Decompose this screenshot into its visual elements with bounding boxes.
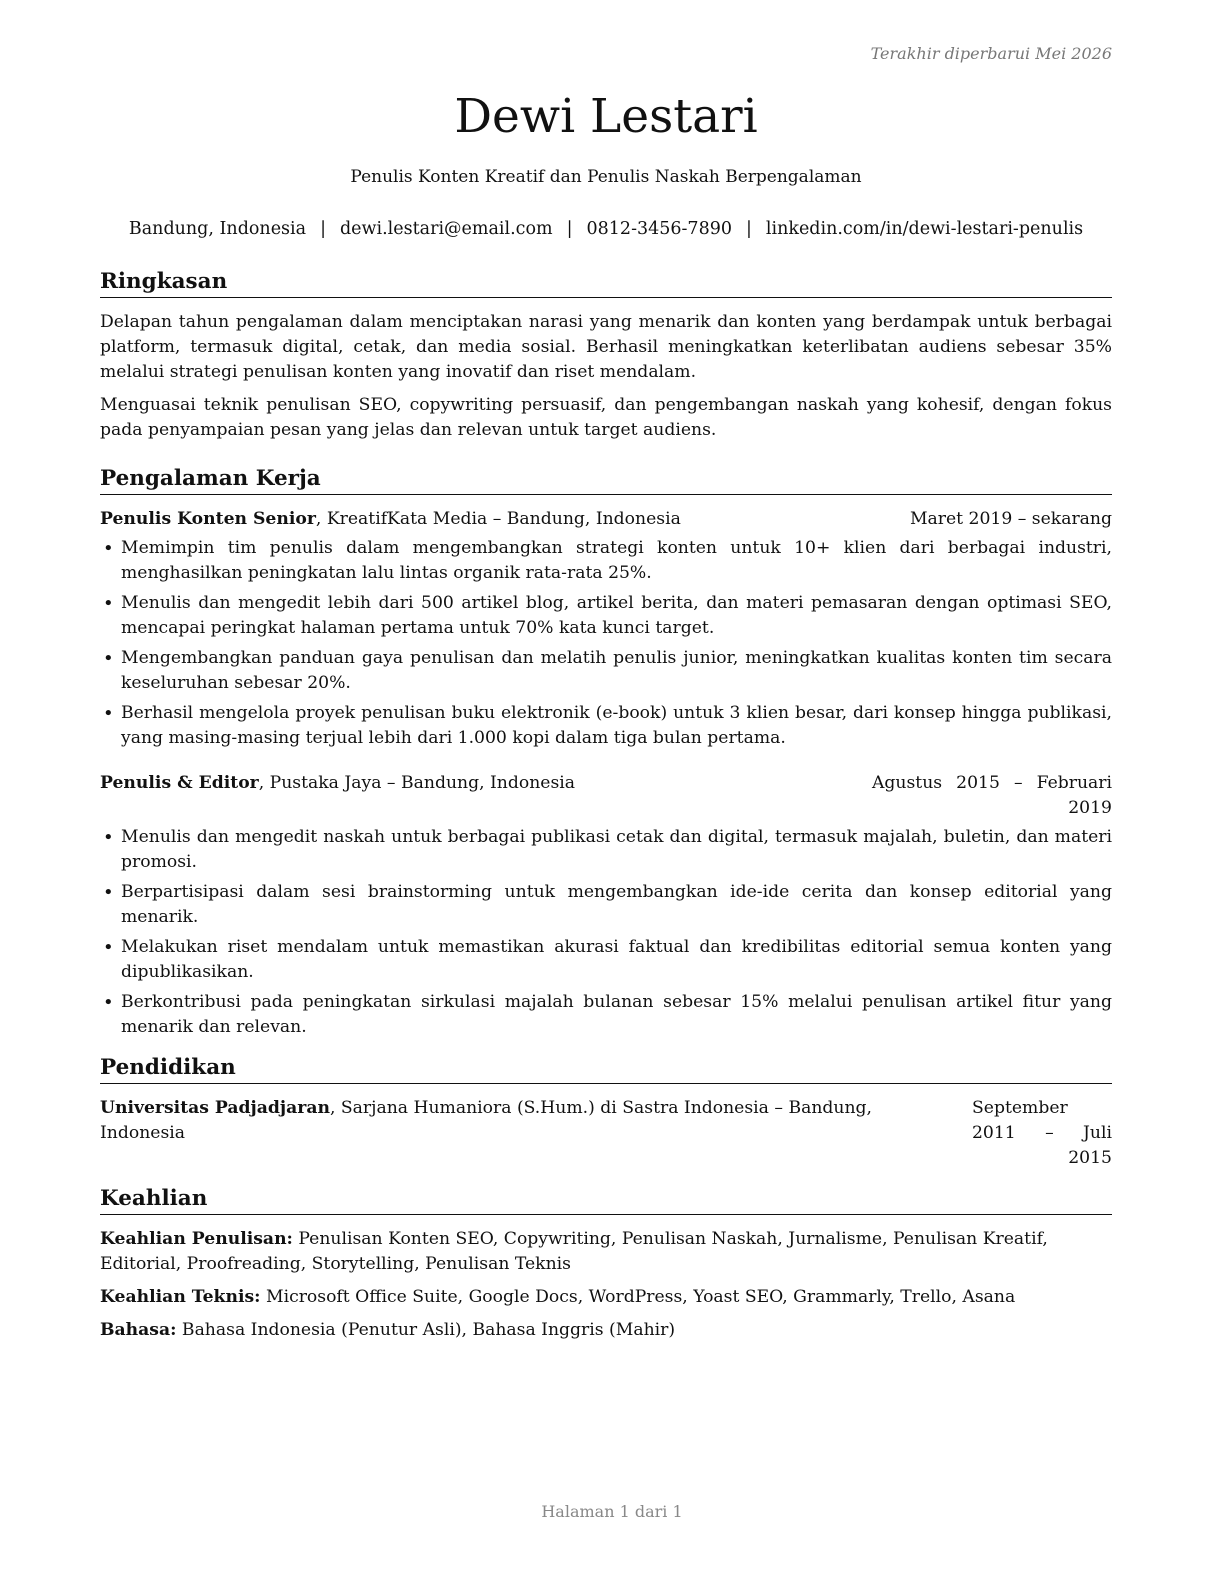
contact-separator: | (745, 219, 752, 239)
skill-value: Microsoft Office Suite, Google Docs, WordPress, Yoast SEO, Grammarly, Trello, Asana (260, 1287, 1016, 1307)
contact-phone: 0812-3456-7890 (586, 219, 732, 239)
resume-body (100, 268, 1112, 1351)
job-bullet: • Berkontribusi pada peningkatan sirkulasi majalah bulanan sebesar 15% melalui penulisan artikel fitur yang menarik dan relevan. (100, 990, 1112, 1040)
summary-paragraph: Menguasai teknik penulisan SEO, copywriting persuasif, dan pengembangan naskah yang kohesif, dengan fokus pada penyampaian pesan yang jelas dan relevan untuk target audiens. (100, 395, 1112, 440)
contact-location: Bandung, Indonesia (128, 219, 307, 239)
summary-paragraph: Delapan tahun pengalaman dalam menciptakan narasi yang menarik dan konten yang berdampak untuk berbagai platform, termasuk digital, cetak, dan media sosial. Berhasil meningkatkan keterlibatan audiens sebesar 35% melalui strategi penulisan konten yang inovatif dan riset mendalam. (100, 312, 1112, 382)
contact-separator: | (566, 219, 573, 239)
skill-value: Bahasa Indonesia (Penutur Asli), Bahasa Inggris (Mahir) (176, 1320, 676, 1340)
job-bullets (100, 536, 1112, 751)
skill-label: Keahlian Penulisan: (100, 1229, 293, 1249)
skill-line (100, 1318, 1112, 1343)
job-role: Penulis Konten Senior (100, 509, 316, 529)
education-entry (100, 1096, 1112, 1171)
job-bullet: • Mengembangkan panduan gaya penulisan dan melatih penulis junior, meningkatkan kualitas konten tim secara keseluruhan sebesar 20%. (100, 646, 1112, 696)
job-bullet: • Melakukan riset mendalam untuk memastikan akurasi faktual dan kredibilitas editorial semua konten yang dipublikasikan. (100, 935, 1112, 985)
skill-value: Penulisan Konten SEO, Copywriting, Penulisan Naskah, Jurnalisme, Penulisan Kreatif, Editorial, Proofreading, Storytelling, Penulisan Teknis (100, 1229, 1048, 1274)
contact-linkedin: linkedin.com/in/dewi-lestari-penulis (765, 219, 1084, 239)
school-name: Universitas Padjadjaran (100, 1098, 330, 1118)
education-details (100, 1096, 872, 1146)
job-organization: , Pustaka Jaya – Bandung, Indonesia (258, 773, 576, 793)
skill-line (100, 1227, 1112, 1277)
skills-heading: Keahlian (100, 1185, 1112, 1215)
skill-line (100, 1285, 1112, 1310)
job-role: Penulis & Editor (100, 773, 259, 793)
page-number-footer: Halaman 1 dari 1 (541, 1502, 683, 1521)
job-bullets (100, 825, 1112, 1040)
job-bullet: • Berhasil mengelola proyek penulisan buku elektronik (e-book) untuk 3 klien besar, dari konsep hingga publikasi, yang masing-masing terjual lebih dari 1.000 kopi dalam tiga bulan pertama. (100, 701, 1112, 751)
education-dates: September 2011 – Juli 2015 (972, 1098, 1112, 1168)
job-header (100, 771, 1112, 821)
job-organization: , KreatifKata Media – Bandung, Indonesia (315, 509, 681, 529)
resume-page (100, 0, 1112, 1584)
skill-label: Keahlian Teknis: (100, 1287, 261, 1307)
education-heading: Pendidikan (100, 1054, 1112, 1084)
job-bullet: • Menulis dan mengedit naskah untuk berbagai publikasi cetak dan digital, termasuk majalah, buletin, dan materi promosi. (100, 825, 1112, 875)
summary-heading: Ringkasan (100, 268, 1112, 298)
professional-headline: Penulis Konten Kreatif dan Penulis Naskah Berpengalaman (350, 167, 862, 187)
experience-heading: Pengalaman Kerja (100, 465, 1112, 495)
job-header (100, 507, 1112, 532)
degree-info: , Sarjana Humaniora (S.Hum.) di Sastra Indonesia – Bandung, Indonesia (100, 1098, 872, 1143)
job-title-line (100, 507, 910, 532)
contact-email: dewi.lestari@email.com (339, 219, 553, 239)
job-dates: Maret 2019 – sekarang (909, 509, 1112, 529)
job-dates: Agustus 2015 – Februari 2019 (872, 773, 1112, 818)
last-updated-note: Terakhir diperbarui Mei 2026 (870, 44, 1112, 63)
job-bullet: • Memimpin tim penulis dalam mengembangkan strategi konten untuk 10+ klien dari berbagai industri, menghasilkan peningkatan lalu lintas organik rata-rata 25%. (100, 536, 1112, 586)
job-bullet: • Berpartisipasi dalam sesi brainstorming untuk mengembangkan ide-ide cerita dan konsep editorial yang menarik. (100, 880, 1112, 930)
contact-line (100, 219, 1112, 239)
skill-label: Bahasa: (100, 1320, 177, 1340)
job-bullet: • Menulis dan mengedit lebih dari 500 artikel blog, artikel berita, dan materi pemasaran dengan optimasi SEO, mencapai peringkat halaman pertama untuk 70% kata kunci target. (100, 591, 1112, 641)
contact-separator: | (320, 219, 326, 239)
resume-name: Dewi Lestari (454, 89, 758, 144)
job-title-line (100, 771, 872, 796)
